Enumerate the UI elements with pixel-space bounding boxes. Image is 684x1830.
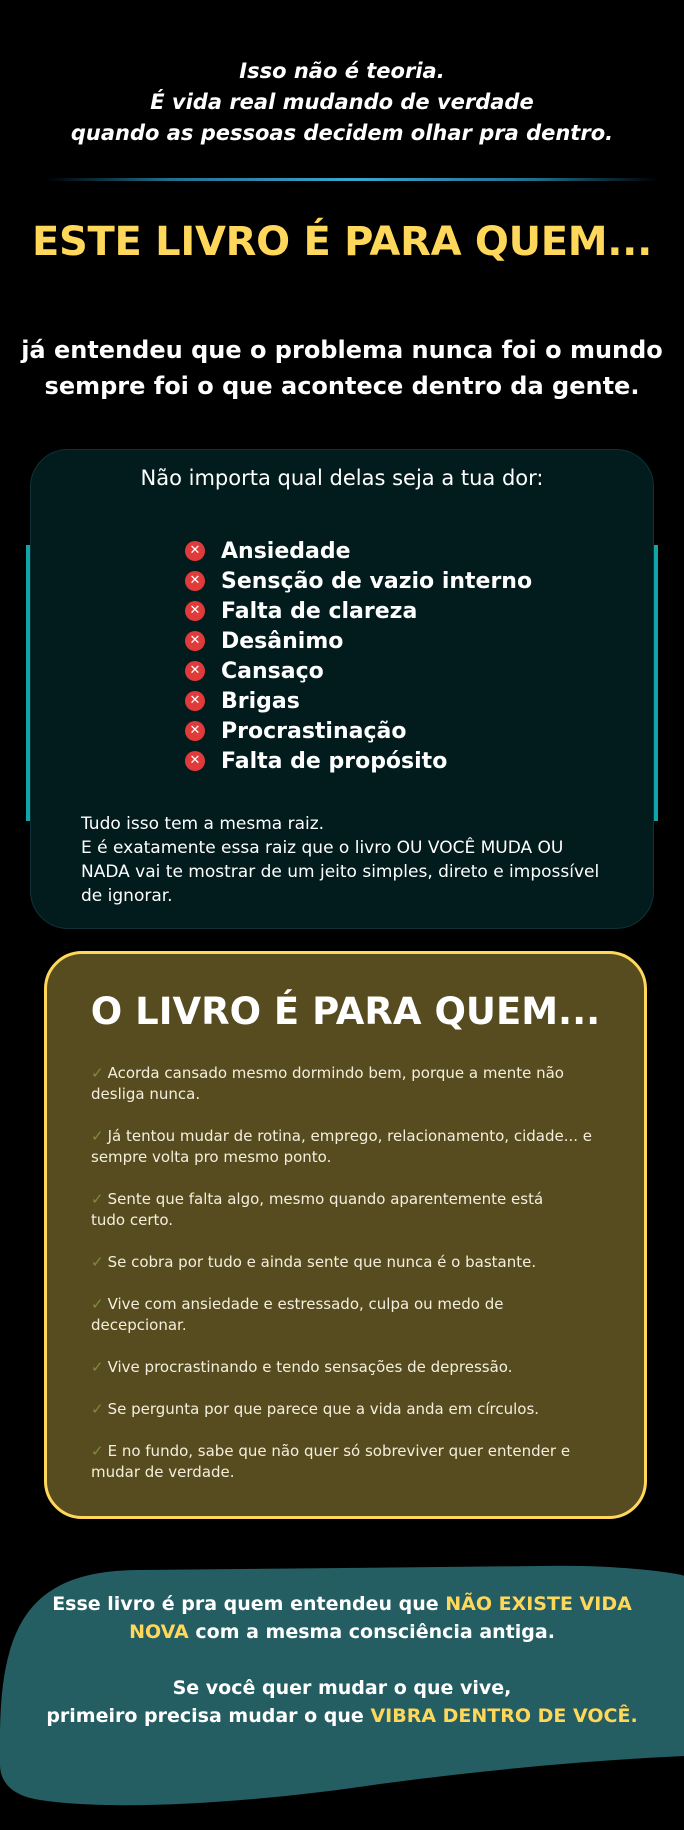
x-circle-icon: ✕	[185, 721, 205, 741]
quem-item-text: Vive com ansiedade e estressado, culpa ou medo de	[107, 1295, 504, 1313]
checkmark-icon: ✓	[91, 1442, 104, 1460]
quem-item-text: tudo certo.	[91, 1211, 174, 1229]
quem-item-text: Se cobra por tudo e ainda sente que nunca é o bastante.	[107, 1253, 537, 1271]
cta-highlight: NOVA	[129, 1621, 189, 1643]
quem-item-text: decepcionar.	[91, 1316, 187, 1334]
pain-card-title: Não importa qual delas seja a tua dor:	[140, 466, 544, 490]
cta-highlight: VIBRA DENTRO DE VOCÊ.	[370, 1705, 638, 1727]
checkmark-icon: ✓	[91, 1295, 104, 1313]
quem-item-text: E no fundo, sabe que não quer só sobreviver quer entender e	[107, 1442, 571, 1460]
pain-card	[30, 449, 654, 929]
glow-divider	[46, 178, 658, 181]
list-item	[91, 1126, 597, 1168]
pain-item-label: Ansiedade	[221, 538, 351, 564]
x-circle-icon: ✕	[185, 631, 205, 651]
pain-item-label: Sensção de vazio interno	[221, 568, 533, 594]
pain-card-footer	[81, 812, 621, 908]
cta-highlight: NÃO EXISTE VIDA	[445, 1593, 632, 1615]
headline: ESTE LIVRO É PARA QUEM...	[32, 219, 652, 265]
cta-line-text: Esse livro é pra quem entendeu que	[52, 1593, 446, 1615]
list-item	[185, 686, 532, 716]
list-item	[185, 596, 532, 626]
list-item	[91, 1357, 597, 1378]
intro-text	[0, 56, 684, 149]
list-item	[185, 716, 532, 746]
quem-item-text: Vive procrastinando e tendo sensações de depressão.	[107, 1358, 513, 1376]
x-circle-icon: ✕	[185, 751, 205, 771]
quem-item-text: sempre volta pro mesmo ponto.	[91, 1148, 332, 1166]
quem-item-text: Se pergunta por que parece que a vida anda em círculos.	[107, 1400, 540, 1418]
statement-line: já entendeu que o problema nunca foi o mundo	[21, 336, 663, 364]
list-item	[185, 566, 532, 596]
list-item	[185, 626, 532, 656]
intro-line: Isso não é teoria.	[239, 59, 445, 83]
x-circle-icon: ✕	[185, 541, 205, 561]
checkmark-icon: ✓	[91, 1253, 104, 1271]
cta-line: Se você quer mudar o que vive,	[172, 1677, 512, 1699]
intro-line: É vida real mudando de verdade	[150, 90, 534, 114]
quem-item-text: Acorda cansado mesmo dormindo bem, porque a mente não	[107, 1064, 564, 1082]
pain-item-label: Cansaço	[221, 658, 324, 684]
x-circle-icon: ✕	[185, 571, 205, 591]
pain-item-label: Desânimo	[221, 628, 344, 654]
list-item	[185, 746, 532, 776]
list-item	[91, 1252, 597, 1273]
list-item	[91, 1294, 597, 1336]
pain-item-label: Brigas	[221, 688, 300, 714]
quem-card-title: O LIVRO É PARA QUEM...	[90, 990, 601, 1033]
checkmark-icon: ✓	[91, 1400, 104, 1418]
intro-line: quando as pessoas decidem olhar pra dentro.	[70, 121, 614, 145]
checkmark-icon: ✓	[91, 1358, 104, 1376]
x-circle-icon: ✕	[185, 661, 205, 681]
cta-line-text: primeiro precisa mudar o que	[46, 1705, 371, 1727]
quem-item-text: desliga nunca.	[91, 1085, 201, 1103]
footer-line: Tudo isso tem a mesma raiz.	[81, 814, 325, 834]
footer-line: E é exatamente essa raiz que o livro OU VOCÊ MUDA OU	[81, 838, 564, 858]
cta-line	[0, 1590, 684, 1618]
x-circle-icon: ✕	[185, 691, 205, 711]
list-item	[185, 656, 532, 686]
checkmark-icon: ✓	[91, 1064, 104, 1082]
quem-card	[44, 951, 647, 1519]
list-item	[91, 1189, 597, 1231]
cta-line-text: com a mesma consciência antiga.	[188, 1621, 555, 1643]
x-circle-icon: ✕	[185, 601, 205, 621]
cta-section	[0, 1564, 684, 1830]
footer-line: NADA vai te mostrar de um jeito simples, direto e impossível	[81, 862, 600, 882]
footer-line: de ignorar.	[81, 886, 173, 906]
statement	[0, 332, 684, 404]
statement-line: sempre foi o que acontece dentro da gente.	[44, 372, 640, 400]
quem-item-text: mudar de verdade.	[91, 1463, 235, 1481]
pain-item-label: Procrastinação	[221, 718, 407, 744]
checkmark-icon: ✓	[91, 1190, 104, 1208]
checkmark-icon: ✓	[91, 1127, 104, 1145]
pain-item-label: Falta de clareza	[221, 598, 418, 624]
list-item	[91, 1441, 597, 1483]
quem-item-text: Sente que falta algo, mesmo quando aparentemente está	[107, 1190, 544, 1208]
list-item	[91, 1399, 597, 1420]
cta-text	[0, 1590, 684, 1730]
list-item	[91, 1063, 597, 1105]
list-item	[185, 536, 532, 566]
cta-line	[0, 1702, 684, 1730]
pain-item-label: Falta de propósito	[221, 748, 448, 774]
pain-list	[185, 536, 532, 776]
quem-item-text: Já tentou mudar de rotina, emprego, relacionamento, cidade... e	[107, 1127, 592, 1145]
cta-line	[0, 1618, 684, 1646]
